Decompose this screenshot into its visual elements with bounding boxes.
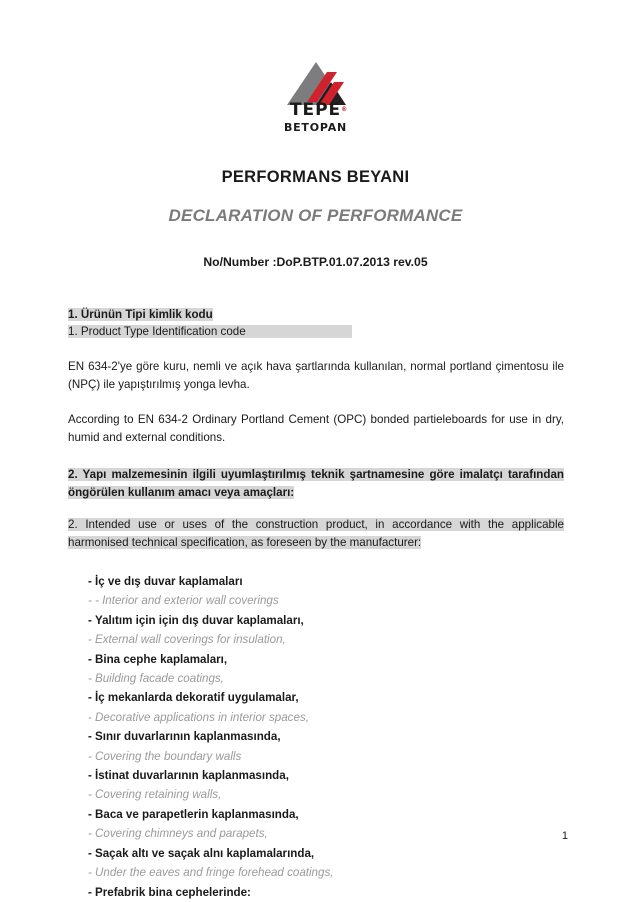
intended-uses-list	[68, 572, 564, 902]
list-bullet-dash: -	[88, 730, 92, 744]
list-item-label: Under the eaves and fringe forehead coatings,	[95, 866, 334, 880]
list-item-label: Bina cephe kaplamaları,	[95, 652, 228, 666]
list-item	[68, 708, 564, 727]
page-title-en: DECLARATION OF PERFORMANCE	[168, 206, 463, 225]
list-item-label: Baca ve parapetlerin kaplanmasında,	[95, 807, 299, 821]
list-bullet-dash: -	[88, 749, 92, 763]
list-item	[68, 650, 564, 669]
list-bullet-dash: -	[88, 652, 92, 666]
list-bullet-dash: -	[88, 710, 92, 724]
section-1-heading-en-text: 1. Product Type Identification code	[68, 325, 246, 338]
list-item	[68, 591, 564, 610]
section-2-heading-tr-text: 2. Yapı malzemesinin ilgili uyumlaştırılmış teknik şartnamesine göre imalatçı tarafından öngörülen kullanım amacı veya amaçları:	[68, 468, 564, 499]
page-title-tr: PERFORMANS BEYANI	[221, 168, 410, 186]
list-bullet-dash: -	[88, 594, 92, 608]
list-item-label: Sınır duvarlarının kaplanmasında,	[95, 730, 281, 744]
section-2	[68, 466, 564, 552]
tepe-betopan-logo	[273, 60, 359, 134]
list-item	[68, 572, 564, 591]
list-item	[68, 824, 564, 843]
section-1-heading-en-pad	[246, 325, 352, 338]
section-2-heading-en-text: 2. Intended use or uses of the construction product, in accordance with the applicable harmonised technical specification, as foreseen by the manufacturer:	[68, 518, 564, 549]
list-item-label: İç ve dış duvar kaplamaları	[95, 575, 243, 588]
list-item	[68, 727, 564, 746]
list-item	[68, 863, 564, 882]
section-1-heading-tr	[68, 306, 564, 323]
registered-trademark-icon: ®	[341, 106, 349, 113]
list-item-label: Building facade coatings,	[95, 672, 224, 686]
list-bullet-dash: -	[88, 672, 92, 686]
list-item	[68, 883, 564, 902]
section-1	[68, 306, 564, 446]
page-number: 1	[561, 830, 568, 842]
list-bullet-dash: -	[88, 633, 92, 647]
section-1-paragraph-tr: EN 634-2'ye göre kuru, nemli ve açık hava şartlarında kullanılan, normal portland çimentosu ile (NPÇ) ile yapıştırılmış yonga levha.	[68, 360, 564, 391]
section-2-heading-tr	[68, 466, 564, 502]
list-bullet-dash: -	[88, 613, 92, 627]
list-item	[68, 766, 564, 785]
list-item	[68, 669, 564, 688]
list-item-label: - Interior and exterior wall coverings	[95, 594, 279, 608]
list-item-label: İstinat duvarlarının kaplanmasında,	[95, 769, 289, 783]
list-item-label: Covering chimneys and parapets,	[95, 827, 268, 841]
spacer	[68, 340, 564, 358]
list-item-label: Yalıtım için için dış duvar kaplamaları,	[95, 613, 304, 627]
spacer	[68, 552, 564, 572]
section-2-heading-en	[68, 516, 564, 552]
list-bullet-dash: -	[88, 807, 92, 821]
list-item	[68, 747, 564, 766]
list-item	[68, 805, 564, 824]
section-1-heading-tr-text: 1. Ürünün Tipi kimlik kodu	[68, 308, 213, 321]
list-bullet-dash: -	[88, 846, 92, 860]
list-bullet-dash: -	[88, 769, 92, 783]
list-bullet-dash: -	[88, 575, 92, 588]
logo-container	[0, 60, 631, 134]
spacer	[68, 393, 564, 411]
document-number: No/Number :DoP.BTP.01.07.2013 rev.05	[203, 255, 428, 269]
list-item	[68, 611, 564, 630]
logo-wordmark	[273, 102, 359, 134]
spacer	[68, 446, 564, 466]
list-item-label: Decorative applications in interior spaces,	[95, 710, 309, 724]
list-item-label: Prefabrik bina cephelerinde:	[95, 885, 251, 899]
list-item	[68, 844, 564, 863]
list-bullet-dash: -	[88, 885, 92, 899]
list-item-label: Saçak altı ve saçak alnı kaplamalarında,	[95, 846, 315, 860]
section-1-paragraph-en: According to EN 634-2 Ordinary Portland Cement (OPC) bonded partieleboards for use in dry, humid and external conditions.	[68, 413, 564, 444]
list-bullet-dash: -	[88, 827, 92, 841]
list-bullet-dash: -	[88, 788, 92, 802]
list-item-label: İç mekanlarda dekoratif uygulamalar,	[95, 691, 299, 705]
document-body	[68, 306, 564, 902]
list-item-label: Covering retaining walls,	[95, 788, 222, 802]
logo-brand-text	[289, 100, 349, 120]
logo-subbrand-label: BETOPAN	[283, 121, 348, 134]
list-bullet-dash: -	[88, 691, 92, 705]
list-item-label: Covering the boundary walls	[95, 749, 242, 763]
logo-brand-label: TEPE	[289, 100, 342, 120]
spacer	[68, 502, 564, 516]
list-item	[68, 630, 564, 649]
list-item-label: External wall coverings for insulation,	[95, 633, 286, 647]
list-item	[68, 785, 564, 804]
list-bullet-dash: -	[88, 866, 92, 880]
list-item	[68, 688, 564, 707]
section-1-heading-en	[68, 323, 564, 340]
